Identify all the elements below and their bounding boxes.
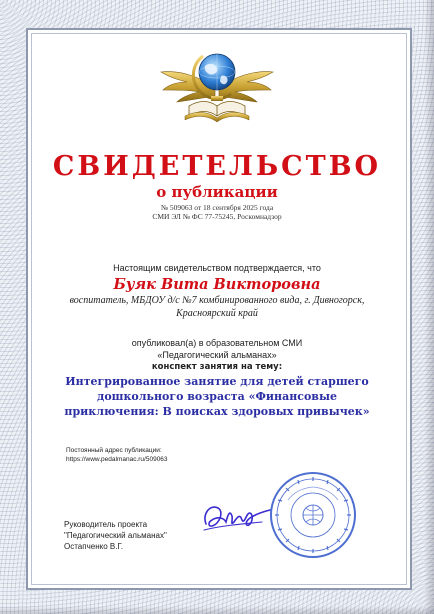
publication-url[interactable]: https://www.pedalmanac.ru/509063	[66, 456, 168, 463]
published-statement: опубликовал(а) в образовательном СМИ	[131, 338, 303, 348]
publication-topic: Интегрированное занятие для детей старшего дошкольного возраста «Финансовые приключения: В поисках здоровых привычек»	[64, 375, 370, 418]
confirmation-text: Настоящим свидетельством подтверждается, что	[113, 263, 321, 273]
recipient-name: Буяк Вита Викторовна	[113, 276, 321, 293]
certificate-title: СВИДЕТЕЛЬСТВО	[52, 151, 382, 182]
publication-kind: конспект занятия на тему:	[151, 362, 283, 372]
page-edge-shadow-bottom	[0, 606, 434, 614]
media-name: «Педагогический альманах»	[157, 350, 277, 360]
certificate-number: № 509063 от 18 сентября 2025 года	[160, 203, 274, 212]
head-title: Руководитель проекта	[64, 520, 148, 529]
recipient-position: воспитатель, МБДОУ д/с №7 комбинированного вида, г. Дивногорск,	[69, 295, 365, 306]
certificate-subtitle: о публикации	[156, 183, 278, 201]
page-edge-shadow	[424, 0, 434, 614]
recipient-region: Красноярский край	[176, 308, 258, 319]
head-project: "Педагогический альманах"	[64, 531, 167, 540]
globe-book-wings-emblem-icon	[159, 36, 275, 126]
head-name: Остапченко В.Г.	[64, 542, 124, 551]
registration-info: СМИ ЭЛ № ФС 77-75245, Роскомнадзор	[152, 212, 282, 221]
stamp-icon	[268, 470, 358, 560]
address-label: Постоянный адрес публикации:	[66, 447, 162, 454]
